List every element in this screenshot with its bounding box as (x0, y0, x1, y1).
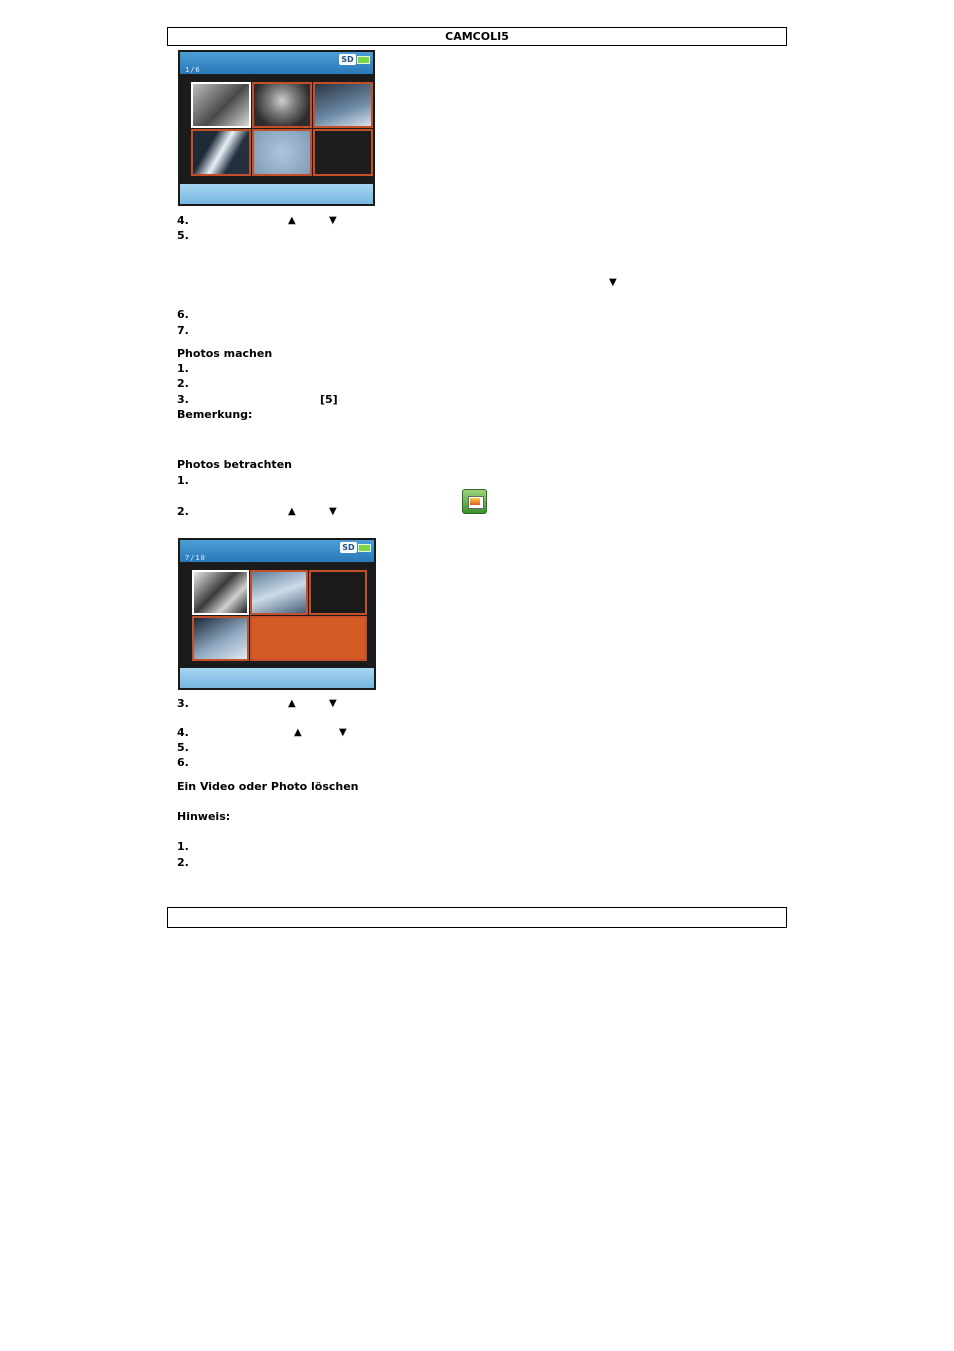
arrow-down-icon: ▼ (329, 506, 337, 517)
battery-icon (357, 56, 370, 64)
arrow-up-icon: ▲ (288, 506, 296, 517)
thumbnail (313, 129, 373, 176)
step-number: 5. (177, 741, 189, 754)
sd-card-icon: SD (340, 542, 357, 553)
screen-top-bar (180, 52, 373, 74)
arrow-up-icon: ▲ (294, 727, 302, 738)
arrow-down-icon: ▼ (329, 698, 337, 709)
thumbnail (192, 570, 249, 615)
step-number: 3. (177, 393, 189, 406)
step-number: 1. (177, 840, 189, 853)
screen-bottom-bar (180, 668, 374, 688)
battery-icon (358, 544, 371, 552)
arrow-up-icon: ▲ (288, 215, 296, 226)
thumbnail (192, 616, 249, 661)
thumbnail (250, 570, 308, 615)
step-number: 2. (177, 377, 189, 390)
image-counter: 1/6 (185, 66, 201, 74)
thumbnail (191, 82, 251, 128)
thumbnail (252, 82, 312, 128)
camera-screen-thumbnails-2 (178, 538, 376, 690)
step-number: 4. (177, 214, 189, 227)
step-number: 2. (177, 505, 189, 518)
screen-top-bar (180, 540, 374, 562)
step-number: 1. (177, 474, 189, 487)
arrow-down-icon: ▼ (609, 277, 617, 288)
arrow-down-icon: ▼ (339, 727, 347, 738)
thumbnail (191, 129, 251, 176)
section-heading: Photos betrachten (177, 458, 292, 471)
step-number: 6. (177, 308, 189, 321)
photo-gallery-icon (462, 489, 487, 514)
hint-label: Hinweis: (177, 810, 231, 823)
button-reference: [5] (320, 393, 338, 406)
thumbnail (309, 570, 367, 615)
step-number: 4. (177, 726, 189, 739)
step-number: 2. (177, 856, 189, 869)
step-number: 1. (177, 362, 189, 375)
screen-bottom-bar (180, 184, 373, 204)
note-label: Bemerkung: (177, 408, 253, 421)
arrow-down-icon: ▼ (329, 215, 337, 226)
camera-screen-thumbnails-1 (178, 50, 375, 206)
header-title: CAMCOLI5 (445, 30, 509, 43)
image-counter: 7/10 (185, 554, 206, 562)
arrow-up-icon: ▲ (288, 698, 296, 709)
page-header (167, 27, 787, 46)
thumbnail-empty (250, 616, 367, 661)
thumbnail (313, 82, 373, 128)
step-number: 6. (177, 756, 189, 769)
section-heading: Photos machen (177, 347, 273, 360)
step-number: 5. (177, 229, 189, 242)
step-number: 3. (177, 697, 189, 710)
section-heading: Ein Video oder Photo löschen (177, 780, 359, 793)
step-number: 7. (177, 324, 189, 337)
thumbnail (252, 129, 312, 176)
page-footer (167, 907, 787, 928)
sd-card-icon: SD (339, 54, 356, 65)
